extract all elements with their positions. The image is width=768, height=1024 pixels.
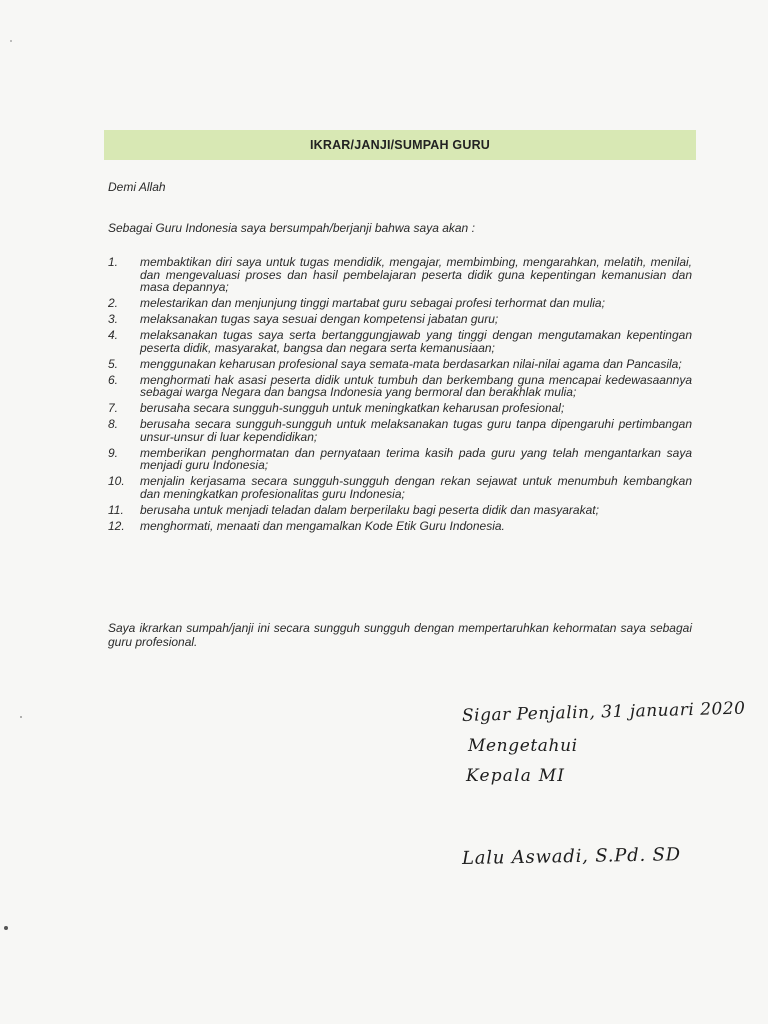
oath-item <box>108 313 692 326</box>
oath-item <box>108 520 692 533</box>
oath-item <box>108 447 692 472</box>
oath-item-number: 6. <box>108 372 119 387</box>
oath-item-number: 4. <box>108 328 119 343</box>
oath-item-number: 12. <box>108 518 125 533</box>
oath-item <box>108 418 692 443</box>
oath-item <box>108 329 692 354</box>
oath-item-text: melestarikan dan menjunjung tinggi martabat guru sebagai profesi terhormat dan mulia; <box>140 296 605 311</box>
scan-speck <box>4 926 8 930</box>
oath-item-number: 5. <box>108 356 119 371</box>
oath-item-text: berusaha secara sungguh-sungguh untuk meningkatkan keharusan profesional; <box>140 401 565 416</box>
oath-item <box>108 358 692 371</box>
oath-item-number: 2. <box>108 296 119 311</box>
oath-item <box>108 374 692 399</box>
oath-item <box>108 475 692 500</box>
handwritten-signatory: Lalu Aswadi, S.Pd. SD <box>461 844 682 869</box>
oath-item-text: melaksanakan tugas saya serta bertanggungjawab yang tinggi dengan mengutamakan kepentingan peserta didik, masyarakat, bangsa dan negara serta kemanusiaan; <box>140 328 692 355</box>
document-title: IKRAR/JANJI/SUMPAH GURU <box>309 138 491 152</box>
oath-item-text: memberikan penghormatan dan pernyataan terima kasih pada guru yang telah mengantarkan saya menjadi guru Indonesia; <box>140 445 692 473</box>
oath-item-number: 3. <box>108 312 119 327</box>
intro-text: Sebagai Guru Indonesia saya bersumpah/berjanji bahwa saya akan : <box>108 221 475 235</box>
oath-item-number: 8. <box>108 417 119 432</box>
oath-item-text: menghormati, menaati dan mengamalkan Kode Etik Guru Indonesia. <box>140 518 505 533</box>
scan-speck <box>10 40 12 42</box>
handwritten-head-title: Kepala MI <box>466 766 566 786</box>
scan-speck <box>20 716 22 718</box>
oath-item-text: membaktikan diri saya untuk tugas mendidik, mengajar, membimbing, mengarahkan, melatih, menilai, dan mengevaluasi proses dan hasil pembelajaran peserta didik guna kepentingan kemanusian dan masa depannya; <box>140 255 692 295</box>
oath-item-text: menjalin kerjasama secara sungguh-sungguh dengan rekan sejawat untuk menumbuh kembangkan dan meningkatkan profesionalitas guru Indonesia; <box>140 474 692 502</box>
oath-item-text: menghormati hak asasi peserta didik untuk tumbuh dan berkembang guna mencapai kedewasaannya sebagai warga Negara dan bangsa Indonesia yang bermoral dan berakhlak mulia; <box>140 372 692 400</box>
oath-item-number: 9. <box>108 445 119 460</box>
salutation: Demi Allah <box>108 180 166 194</box>
oath-item <box>108 256 692 294</box>
oath-item <box>108 402 692 415</box>
title-band <box>104 130 696 160</box>
oath-item-number: 11. <box>108 503 124 517</box>
oath-item-number: 7. <box>108 401 119 416</box>
closing-text: Saya ikrarkan sumpah/janji ini secara sungguh sungguh dengan mempertaruhkan kehormatan saya sebagai guru profesional. <box>108 621 692 649</box>
oath-item <box>108 297 692 310</box>
oath-list <box>108 256 692 536</box>
oath-item <box>108 504 692 517</box>
handwritten-acknowledged: Mengetahui <box>468 736 578 756</box>
handwritten-place-date: Sigar Penjalin, 31 januari 2020 <box>461 698 746 726</box>
oath-item-text: berusaha secara sungguh-sungguh untuk melaksanakan tugas guru tanpa dipengaruhi pertimbangan unsur-unsur di luar kependidikan; <box>140 417 692 444</box>
oath-item-text: menggunakan keharusan profesional saya semata-mata berdasarkan nilai-nilai agama dan Pancasila; <box>140 356 682 371</box>
oath-item-text: melaksanakan tugas saya sesuai dengan kompetensi jabatan guru; <box>140 312 499 327</box>
oath-item-number: 10. <box>108 474 125 489</box>
oath-item-number: 1. <box>108 255 119 269</box>
oath-item-text: berusaha untuk menjadi teladan dalam berperilaku bagi peserta didik dan masyarakat; <box>140 503 599 517</box>
